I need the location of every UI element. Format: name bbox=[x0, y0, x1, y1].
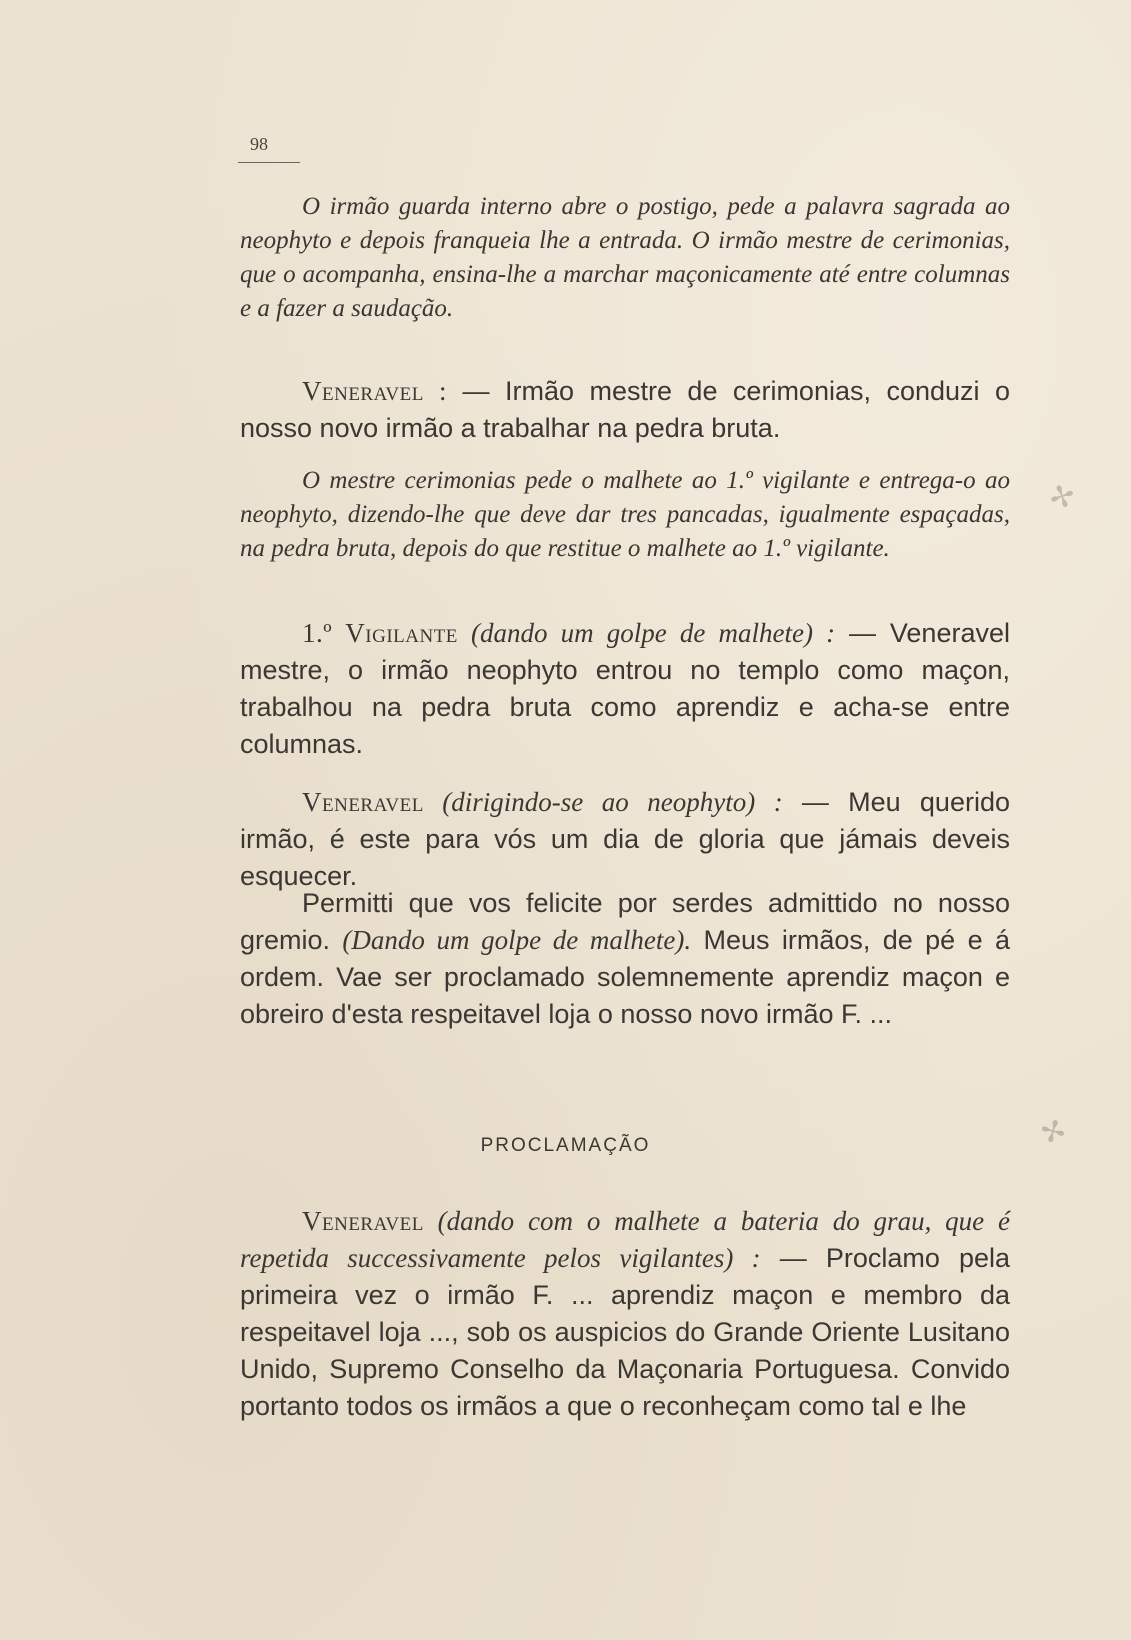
speaker-name: Veneravel : bbox=[302, 376, 448, 406]
stage-direction-paragraph-1: O irmão guarda interno abre o postigo, pede a palavra sagrada ao neophyto e depois franqueia lhe a entrada. O irmão mestre de cerimonias, que o acompanha, ensina-lhe a marchar maçonicamente até entre columnas e a fazer a saudação. bbox=[240, 193, 1010, 322]
dialogue-text: Meus irmãos, de pé e á ordem. Vae ser proclamado solemnemente aprendiz maçon e obreiro d'esta respeitavel loja o nosso novo irmão F. ... bbox=[240, 925, 1010, 1029]
dialogue-paragraph-veneravel-1 bbox=[240, 373, 1010, 447]
stage-direction-inline: (dirigindo-se ao neophyto) : bbox=[423, 787, 783, 817]
ink-smudge: ✢ bbox=[1035, 1112, 1070, 1153]
stage-direction-inline: (dando com o malhete a bateria do grau, que é repetida successivamente pelos vigilantes) : bbox=[240, 1206, 1010, 1273]
dialogue-paragraph-vigilante bbox=[240, 615, 1010, 763]
dialogue-text: — Proclamo pela primeira vez o irmão F. ... aprendiz maçon e membro da respeitavel loja ..., sob os auspicios do Grande Oriente Lusitano Unido, Supremo Conselho da Maçonaria Portuguesa. Convido portanto todos os irmãos a que o reconheçam como tal e lhe bbox=[240, 1243, 1010, 1421]
dialogue-paragraph-proclamation bbox=[240, 1203, 1010, 1425]
page-number-rule bbox=[238, 162, 300, 163]
stage-direction-inline: (dando um golpe de malhete) : bbox=[457, 618, 836, 648]
stage-direction-inline: (Dando um golpe de malhete). bbox=[342, 925, 692, 955]
speaker-name: 1.º Vigilante bbox=[302, 618, 458, 648]
stage-direction-paragraph-2: O mestre cerimonias pede o malhete ao 1.º vigilante e entrega-o ao neophyto, dizendo-lhe que deve dar tres pancadas, igualmente espaçadas, na pedra bruta, depois do que restitue o malhete ao 1.º vigilante. bbox=[240, 467, 1010, 562]
dialogue-text: — Veneravel mestre, o irmão neophyto entrou no templo como maçon, trabalhou na pedra bruta como aprendiz e acha-se entre columnas. bbox=[240, 618, 1010, 759]
ink-smudge: ✢ bbox=[1044, 476, 1081, 519]
dialogue-text: — Irmão mestre de cerimonias, conduzi o nosso novo irmão a trabalhar na pedra bruta. bbox=[240, 376, 1010, 443]
speaker-name: Veneravel bbox=[302, 787, 424, 817]
dialogue-text: — Meu querido irmão, é este para vós um dia de gloria que jámais deveis esquecer. bbox=[240, 787, 1010, 891]
speaker-name: Veneravel bbox=[302, 1206, 424, 1236]
dialogue-text: Permitti que vos felicite por serdes admittido no nosso gremio. bbox=[240, 888, 1010, 955]
dialogue-paragraph-veneravel-3 bbox=[240, 885, 1010, 1033]
page-number: 98 bbox=[250, 134, 268, 154]
section-heading: PROCLAMAÇÃO bbox=[480, 1135, 651, 1156]
dialogue-paragraph-veneravel-2 bbox=[240, 784, 1010, 895]
